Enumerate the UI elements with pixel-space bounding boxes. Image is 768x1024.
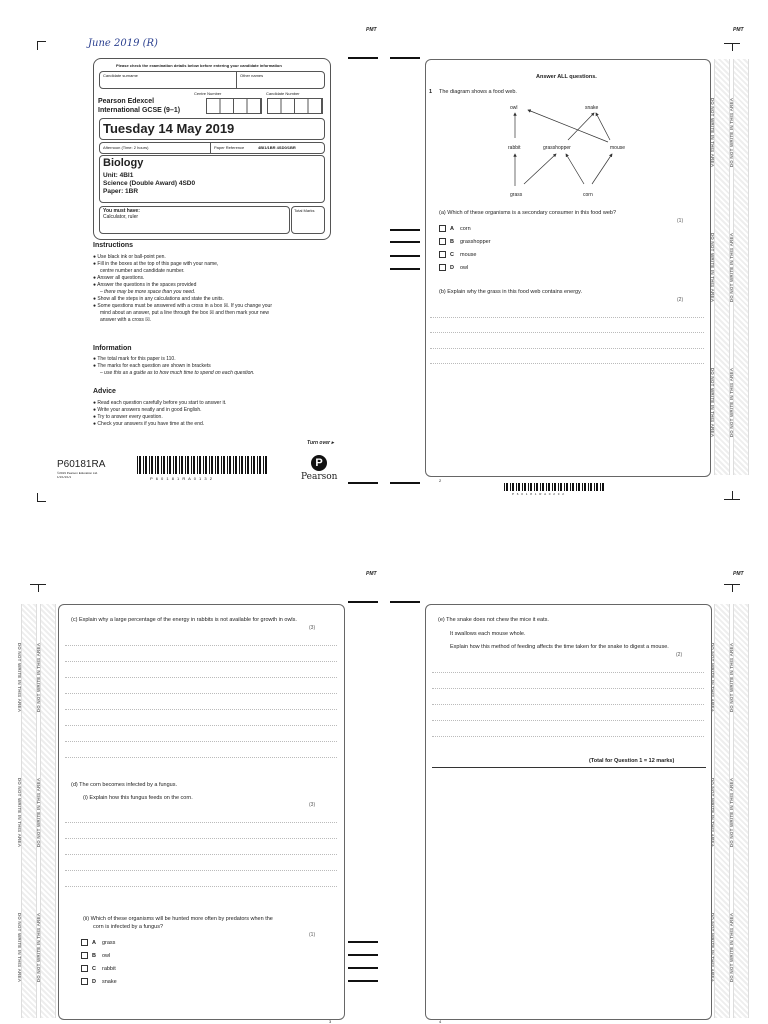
question-1d-ii	[83, 915, 273, 931]
instruction-item: ● Use black ink or ball-point pen.	[93, 254, 166, 260]
pmt-label-top-center: PMT	[366, 27, 377, 33]
arrow-grass-grasshopper	[524, 154, 556, 184]
spine-bar	[348, 941, 378, 943]
crop-mark	[724, 499, 740, 500]
option-1dii-A[interactable]: A grass	[81, 939, 115, 946]
advice-item: ● Write your answers neatly and in good English.	[93, 407, 202, 413]
spine-bar	[390, 255, 420, 257]
answer-line[interactable]	[65, 709, 337, 710]
session-box	[99, 142, 325, 154]
answer-checkbox[interactable]	[81, 939, 88, 946]
question-1d-i-marks: (3)	[309, 802, 316, 808]
arrow-corn-grasshopper	[566, 154, 584, 184]
answer-line[interactable]	[65, 741, 337, 742]
spine-bar	[390, 268, 420, 270]
option-1dii-C[interactable]: C rabbit	[81, 965, 116, 972]
unit: Unit: 4BI1	[103, 172, 134, 179]
answer-checkbox[interactable]	[439, 264, 446, 271]
margin-text: DO NOT WRITE IN THIS AREA	[710, 97, 716, 168]
margin-text: DO NOT WRITE IN THIS AREA	[729, 97, 735, 168]
answer-line[interactable]	[65, 854, 337, 855]
question-1e-line3: Explain how this method of feeding affects the time taken for the snake to digest a mouse.	[450, 644, 669, 650]
question-1d-ii-marks: (1)	[309, 932, 316, 938]
spine-bar	[348, 57, 378, 59]
arrow-mouse-snake	[596, 113, 610, 140]
page-number-3: 3	[329, 1019, 332, 1024]
answer-checkbox[interactable]	[439, 238, 446, 245]
instruction-item: centre number and candidate number.	[100, 268, 185, 274]
margin-text: DO NOT WRITE IN THIS AREA	[710, 912, 716, 983]
answer-line[interactable]	[430, 348, 704, 349]
page-2-barcode-text: P 6 0 1 8 1 R A 0 2 3 2	[512, 492, 565, 496]
margin-text: DO NOT WRITE IN THIS AREA	[729, 642, 735, 713]
margin-text: DO NOT WRITE IN THIS AREA	[710, 232, 716, 303]
subject-box	[99, 155, 325, 203]
margin-text: DO NOT WRITE IN THIS AREA	[17, 642, 23, 713]
option-1a-A[interactable]: A corn	[439, 225, 471, 232]
margin-text: DO NOT WRITE IN THIS AREA	[36, 642, 42, 713]
paper-reference: 4BI1/1BR 4SD0/1BR	[258, 145, 296, 150]
margin-strip	[714, 604, 730, 1018]
page-3	[58, 604, 345, 1020]
answer-line[interactable]	[65, 838, 337, 839]
answer-line[interactable]	[65, 661, 337, 662]
spine-bar	[390, 57, 420, 59]
board-line2: International GCSE (9–1)	[98, 107, 181, 114]
turn-over: Turn over ▸	[307, 440, 334, 446]
q1-intro: The diagram shows a food web.	[439, 89, 517, 95]
session-label: Afternoon (Time: 2 hours)	[103, 145, 149, 150]
question-1e-marks: (2)	[676, 652, 683, 658]
advice-title: Advice	[93, 388, 116, 395]
information-item: ● The marks for each question are shown in brackets	[93, 363, 211, 369]
crop-mark	[732, 491, 733, 499]
instruction-item: ● Answer all questions.	[93, 275, 145, 281]
page-2	[425, 59, 711, 477]
question-1a: (a) Which of these organisms is a secondary consumer in this food web?	[439, 210, 616, 216]
surname-label: Candidate surname	[103, 73, 138, 78]
must-have-label: You must have:	[103, 208, 140, 214]
answer-line[interactable]	[432, 736, 704, 737]
spine-bar	[390, 601, 420, 603]
option-1a-D[interactable]: D owl	[439, 264, 468, 271]
arrow-grasshopper-snake	[568, 113, 594, 140]
answer-line[interactable]	[65, 645, 337, 646]
science: Science (Double Award) 4SD0	[103, 180, 196, 187]
subject-details	[103, 172, 195, 196]
margin-strip	[733, 604, 749, 1018]
answer-line[interactable]	[432, 720, 704, 721]
food-web-corn-label: corn	[583, 192, 593, 198]
margin-text: DO NOT WRITE IN THIS AREA	[36, 777, 42, 848]
question-1e-line2: It swallows each mouse whole.	[450, 631, 526, 637]
information-title: Information	[93, 345, 132, 352]
margin-text: DO NOT WRITE IN THIS AREA	[36, 912, 42, 983]
arrow-mouse-owl	[528, 110, 608, 142]
question-1d-i: (i) Explain how this fungus feeds on the corn.	[83, 795, 193, 801]
pearson-wordmark: Pearson	[301, 472, 338, 482]
food-web-grass-label: grass	[510, 192, 523, 198]
question-1d: (d) The corn becomes infected by a fungus.	[71, 782, 177, 788]
information-list	[93, 356, 333, 377]
food-web-snake-label: snake	[585, 105, 599, 111]
spine-bar	[348, 601, 378, 603]
answer-checkbox[interactable]	[81, 965, 88, 972]
margin-text: DO NOT WRITE IN THIS AREA	[710, 642, 716, 713]
question-1d-ii-line2: corn is infected by a fungus?	[93, 924, 164, 930]
answer-line[interactable]	[65, 886, 337, 887]
question-total: (Total for Question 1 = 12 marks)	[589, 758, 675, 764]
crop-mark	[38, 584, 39, 592]
option-1a-B[interactable]: B grasshopper	[439, 238, 491, 245]
name-divider	[236, 72, 237, 88]
session-divider	[210, 143, 211, 153]
section-header: Answer ALL questions.	[536, 74, 597, 80]
advice-item: ● Read each question carefully before you start to answer it.	[93, 400, 227, 406]
must-have: Calculator, ruler	[103, 214, 139, 220]
total-underline	[432, 767, 706, 768]
margin-text: DO NOT WRITE IN THIS AREA	[710, 367, 716, 438]
answer-line[interactable]	[65, 870, 337, 871]
margin-text: DO NOT WRITE IN THIS AREA	[729, 912, 735, 983]
margin-text: DO NOT WRITE IN THIS AREA	[729, 367, 735, 438]
margin-strip	[21, 604, 37, 1018]
answer-line[interactable]	[430, 332, 704, 333]
instructions-list	[93, 254, 333, 324]
answer-line[interactable]	[65, 693, 337, 694]
pmt-label-bottom-center: PMT	[366, 571, 377, 577]
other-names-label: Other names	[240, 73, 264, 78]
must-have-box	[99, 206, 290, 234]
question-1c-marks: (3)	[309, 625, 316, 631]
question-1a-marks: (1)	[677, 218, 684, 224]
margin-strip	[40, 604, 56, 1018]
question-1d-ii-line1: (ii) Which of these organisms will be hunted more often by predators when the	[83, 916, 273, 922]
answer-line[interactable]	[432, 688, 704, 689]
answer-line[interactable]	[430, 363, 704, 364]
margin-text: DO NOT WRITE IN THIS AREA	[17, 777, 23, 848]
board-line1: Pearson Edexcel	[98, 98, 155, 105]
answer-line[interactable]	[65, 725, 337, 726]
cover-barcode-text: P 6 0 1 8 1 R A 0 1 3 2	[150, 476, 213, 481]
page-4	[425, 604, 712, 1020]
centre-number-label: Centre Number	[194, 91, 222, 96]
instruction-item: ● Some questions must be answered with a cross in a box ☒. If you change your	[93, 303, 272, 309]
spine-bar	[348, 980, 378, 982]
spine-bar	[390, 482, 420, 484]
margin-strip	[714, 59, 730, 475]
handwritten-note: June 2019 (R)	[88, 38, 158, 49]
advice-list	[93, 400, 333, 428]
margin-text: DO NOT WRITE IN THIS AREA	[710, 777, 716, 848]
candidate-number-label: Candidate Number	[266, 91, 300, 96]
answer-checkbox[interactable]	[439, 225, 446, 232]
subject-title: Biology	[103, 157, 144, 169]
instruction-item: mind about an answer, put a line through the box ☒ and then mark your new	[100, 310, 270, 316]
advice-item: ● Try to answer every question.	[93, 414, 163, 420]
cover-barcode	[137, 456, 269, 474]
question-1b: (b) Explain why the grass in this food web contains energy.	[439, 289, 582, 295]
copyright	[57, 471, 98, 479]
centre-number-boxes[interactable]	[206, 98, 262, 114]
spine-bar	[348, 482, 378, 484]
paper-reference-label: Paper Reference	[214, 145, 245, 150]
answer-line[interactable]	[65, 757, 337, 758]
answer-line[interactable]	[430, 317, 704, 318]
pmt-label-bottom-right: PMT	[733, 571, 744, 577]
q1-number: 1	[429, 89, 433, 95]
spine-bar	[390, 229, 420, 231]
margin-text: DO NOT WRITE IN THIS AREA	[729, 777, 735, 848]
information-item: ● The total mark for this paper is 110.	[93, 356, 176, 362]
instruction-item: ● Show all the steps in any calculations and state the units.	[93, 296, 224, 302]
instructions-title: Instructions	[93, 242, 134, 249]
crop-mark	[732, 584, 733, 592]
answer-checkbox[interactable]	[439, 251, 446, 258]
candidate-name-box	[99, 71, 325, 89]
question-1e: (e) The snake does not chew the mice it eats.	[438, 617, 549, 623]
copyright-line2: 1/1/1/1/1/1	[57, 475, 72, 479]
copyright-line: ©2019 Pearson Education Ltd.	[57, 471, 98, 475]
page-number-4: 4	[439, 1019, 442, 1024]
pmt-label-top-right: PMT	[733, 27, 744, 33]
instruction-item: ● Answer the questions in the spaces provided	[93, 282, 197, 288]
instruction-item: answer with a cross ☒.	[100, 317, 152, 323]
spine-bar	[390, 241, 420, 243]
candidate-number-boxes[interactable]	[267, 98, 323, 114]
paper-code: P60181RA	[57, 459, 106, 470]
instruction-item: ● Fill in the boxes at the top of this page with your name,	[93, 261, 219, 267]
page-number-2: 2	[439, 478, 442, 483]
answer-line[interactable]	[65, 822, 337, 823]
answer-checkbox[interactable]	[81, 952, 88, 959]
option-1dii-D[interactable]: D snake	[81, 978, 117, 985]
food-web-owl-label: owl	[510, 105, 518, 111]
advice-item: ● Check your answers if you have time at the end.	[93, 421, 205, 427]
spine-bar	[348, 954, 378, 956]
crop-mark	[37, 493, 46, 502]
total-marks-box	[291, 206, 325, 234]
instruction-item: – there may be more space than you need.	[100, 289, 196, 295]
arrow-corn-mouse	[592, 154, 612, 184]
answer-checkbox[interactable]	[81, 978, 88, 985]
food-web-mouse-label: mouse	[610, 145, 626, 151]
spine-bar	[348, 967, 378, 969]
question-1b-marks: (2)	[677, 297, 684, 303]
information-item: – use this as a guide as to how much time to spend on each question.	[100, 370, 255, 376]
option-1a-C[interactable]: C mouse	[439, 251, 477, 258]
margin-text: DO NOT WRITE IN THIS AREA	[17, 912, 23, 983]
exam-date: Tuesday 14 May 2019	[103, 121, 235, 136]
margin-text: DO NOT WRITE IN THIS AREA	[729, 232, 735, 303]
answer-line[interactable]	[65, 677, 337, 678]
crop-mark	[37, 41, 46, 50]
food-web-grasshopper-label: grasshopper	[543, 145, 571, 151]
exam-date-box	[99, 118, 325, 140]
page-2-barcode	[504, 483, 604, 491]
answer-line[interactable]	[432, 704, 704, 705]
pearson-logo: P	[311, 455, 327, 471]
option-1dii-B[interactable]: B owl	[81, 952, 110, 959]
food-web-rabbit-label: rabbit	[508, 145, 521, 151]
cover-candidate-box	[93, 58, 331, 240]
paper: Paper: 1BR	[103, 188, 139, 195]
answer-line[interactable]	[432, 672, 704, 673]
total-marks-label: Total Marks	[294, 208, 315, 213]
crop-mark	[732, 43, 733, 51]
question-1c: (c) Explain why a large percentage of the energy in rabbits is not available for growth in owls.	[71, 617, 297, 623]
board-name	[98, 97, 180, 115]
margin-strip	[733, 59, 749, 475]
check-note: Please check the examination details below before entering your candidate information	[116, 63, 282, 68]
